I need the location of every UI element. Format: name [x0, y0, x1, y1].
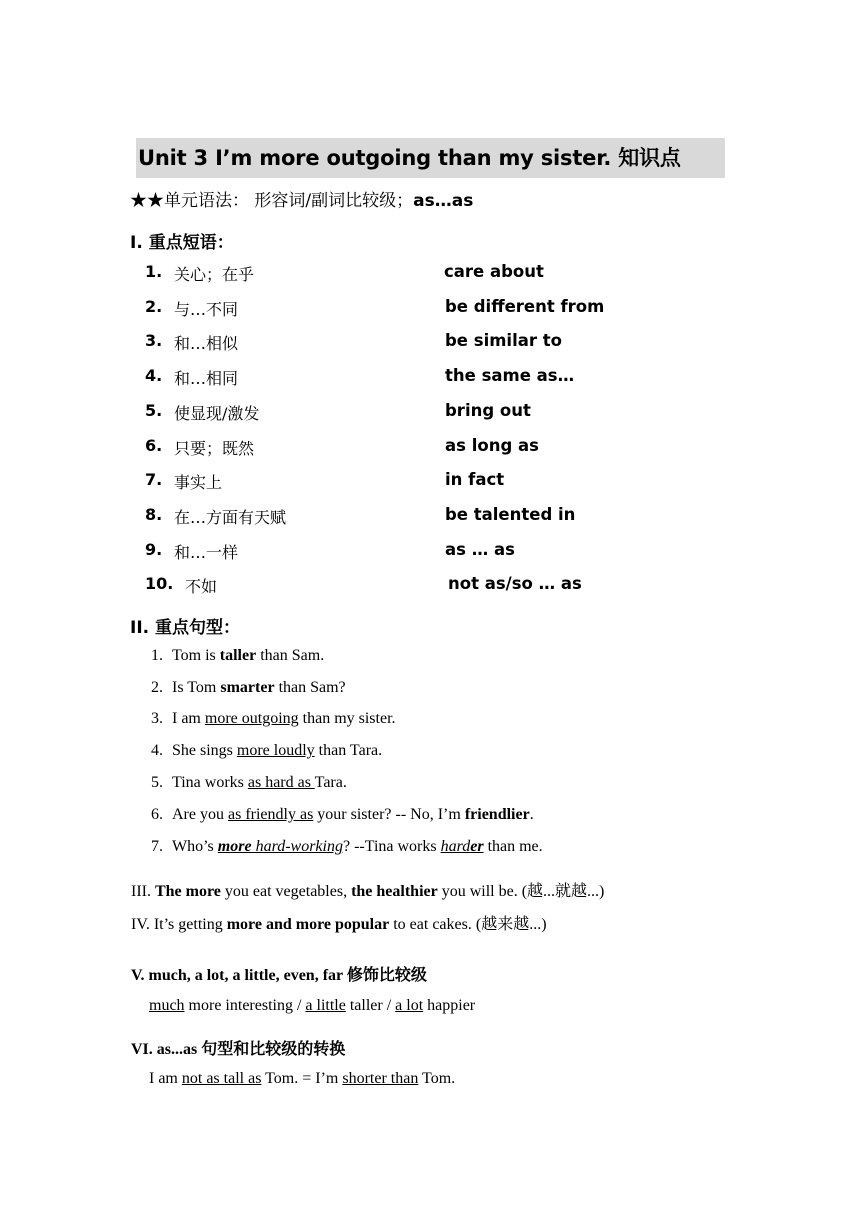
phrase-item: [145, 505, 745, 529]
phrase-item: [145, 470, 745, 494]
phrase-chinese: 关心；在乎: [174, 265, 255, 284]
phrase-english: be similar to: [445, 331, 562, 351]
sentence-6: 6. Are you as friendly as your sister? -- No, I’m friendlier.: [151, 806, 534, 823]
sentence-4: 4. She sings more loudly than Tara.: [151, 742, 383, 759]
phrase-chinese: 使显现/激发: [174, 403, 260, 423]
phrase-chinese: 和…相似: [174, 334, 239, 354]
phrase-number: 1.: [145, 262, 163, 281]
modifiers-example: much more interesting / a little taller / a lot happier: [149, 997, 476, 1014]
heading-as-as-conversion: VI. as...as 句型和比较级的转换: [131, 1041, 346, 1058]
phrase-english: care about: [444, 262, 544, 281]
phrase-number: 9.: [145, 539, 163, 559]
phrase-number: 4.: [145, 366, 163, 386]
phrase-item: [145, 331, 745, 355]
phrase-english: not as/so … as: [448, 574, 582, 594]
sentence-7: 7. Who’s more hard-working? --Tina works harder than me.: [151, 838, 543, 855]
phrase-number: 6.: [145, 435, 163, 455]
phrase-item: [145, 401, 745, 425]
sentence-2: 2. Is Tom smarter than Sam?: [151, 679, 346, 696]
phrase-number: 2.: [145, 296, 163, 316]
phrase-chinese: 和…一样: [174, 542, 239, 562]
pattern-the-more: III. The more you eat vegetables, the healthier you will be. (越...就越...): [131, 883, 605, 900]
page-title: Unit 3 I’m more outgoing than my sister. 知识点: [138, 146, 681, 170]
phrase-english: bring out: [445, 400, 531, 420]
grammar-bold: as…as: [413, 191, 474, 211]
unit-grammar: [130, 186, 473, 211]
phrase-number: 3.: [145, 331, 163, 351]
phrase-chinese: 与…不同: [174, 299, 239, 319]
heading-modifiers: V. much, a lot, a little, even, far 修饰比较级: [131, 967, 427, 984]
phrase-english: in fact: [445, 470, 505, 490]
phrase-chinese: 和…相同: [174, 369, 239, 389]
phrase-chinese: 事实上: [174, 473, 223, 493]
phrase-english: as … as: [445, 539, 515, 559]
phrase-number: 7.: [145, 470, 163, 490]
conversion-example: I am not as tall as Tom. = I’m shorter than Tom.: [149, 1070, 456, 1087]
phrase-chinese: 只要；既然: [174, 438, 255, 458]
phrase-english: the same as…: [445, 366, 575, 386]
sentence-1: 1. Tom is taller than Sam.: [151, 647, 325, 664]
phrase-number: 8.: [145, 504, 163, 524]
pattern-more-and-more: IV. It’s getting more and more popular to eat cakes. (越来越...): [131, 916, 547, 933]
sentence-5: 5. Tina works as hard as Tara.: [151, 774, 347, 791]
phrase-item: [145, 540, 745, 564]
phrase-english: as long as: [445, 435, 539, 455]
phrase-item: [145, 262, 745, 286]
phrase-number: 10.: [145, 574, 174, 594]
section-heading-sentences: II. 重点句型：: [130, 618, 241, 638]
phrase-english: be different from: [445, 296, 605, 316]
phrase-english: be talented in: [445, 504, 576, 524]
sentence-3: 3. I am more outgoing than my sister.: [151, 710, 396, 727]
phrase-item: [145, 297, 745, 321]
phrase-item: [145, 436, 745, 460]
phrase-chinese: 在…方面有天赋: [174, 507, 287, 527]
phrase-item: [145, 366, 745, 390]
phrase-chinese: 不如: [185, 577, 218, 597]
phrase-item: [145, 574, 745, 598]
phrase-number: 5.: [145, 400, 163, 420]
section-heading-phrases: I. 重点短语：: [130, 233, 234, 253]
grammar-label: ★★单元语法： 形容词/副词比较级；: [130, 191, 414, 211]
